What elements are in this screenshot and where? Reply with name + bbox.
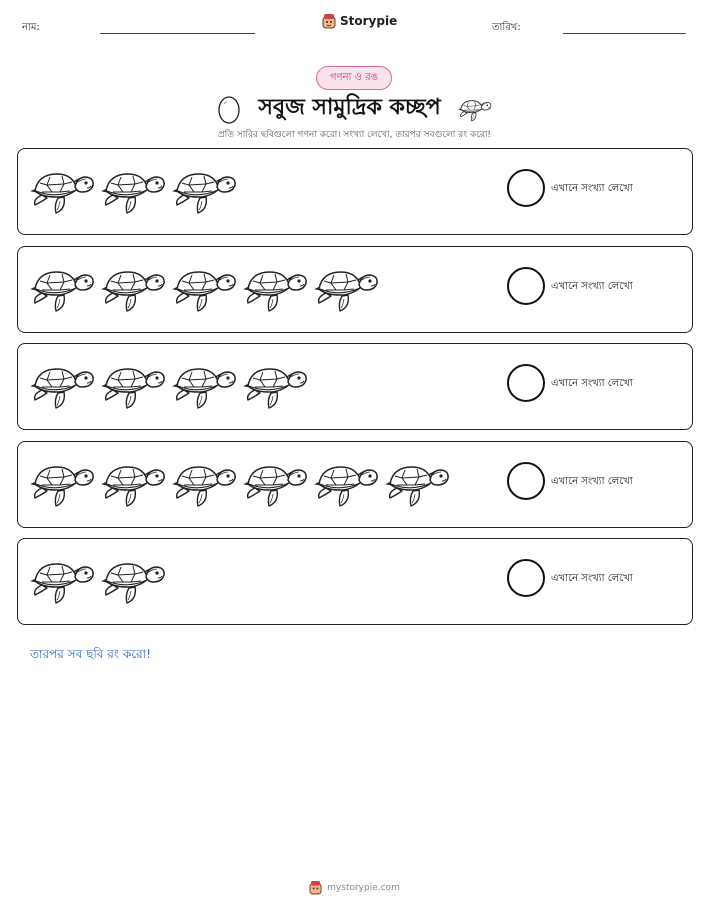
page-title: সবুজ সামুদ্রিক কচ্ছপ bbox=[258, 95, 441, 120]
turtle-icon bbox=[457, 96, 493, 122]
counting-row-5 bbox=[17, 538, 693, 625]
storypie-logo-icon bbox=[322, 13, 336, 29]
answer-circle[interactable] bbox=[507, 169, 545, 207]
footer bbox=[0, 880, 709, 895]
answer-circle[interactable] bbox=[507, 559, 545, 597]
brand-logo bbox=[322, 13, 397, 29]
counting-rows bbox=[17, 148, 693, 636]
answer-label: এখানে সংখ্যা লেখো bbox=[551, 183, 633, 194]
counting-row-3 bbox=[17, 343, 693, 430]
turtle-group bbox=[30, 263, 379, 313]
answer-label: এখানে সংখ্যা লেখো bbox=[551, 378, 633, 389]
footer-url[interactable]: mystorypie.com bbox=[327, 882, 400, 893]
turtle-icon bbox=[30, 263, 95, 313]
answer-label: এখানে সংখ্যা লেখো bbox=[551, 573, 633, 584]
turtle-icon bbox=[101, 555, 166, 605]
turtle-icon bbox=[314, 263, 379, 313]
turtle-icon bbox=[30, 555, 95, 605]
turtle-icon bbox=[101, 263, 166, 313]
turtle-icon bbox=[243, 458, 308, 508]
date-line[interactable] bbox=[563, 33, 686, 34]
answer-label: এখানে সংখ্যা লেখো bbox=[551, 475, 633, 487]
turtle-icon bbox=[172, 165, 237, 215]
turtle-icon bbox=[172, 360, 237, 410]
footer-note: তারপর সব ছবি রং করো! bbox=[30, 647, 151, 661]
turtle-group bbox=[30, 555, 166, 605]
turtle-icon bbox=[314, 458, 379, 508]
category-badge: গণনা ও রঙ bbox=[316, 66, 392, 90]
turtle-icon bbox=[243, 263, 308, 313]
turtle-group bbox=[30, 165, 237, 215]
answer-circle[interactable] bbox=[507, 267, 545, 305]
brand-name: Storypie bbox=[340, 14, 398, 28]
turtle-icon bbox=[101, 458, 166, 508]
counting-row-1 bbox=[17, 148, 693, 235]
name-label: নাম: bbox=[22, 22, 40, 33]
counting-row-2 bbox=[17, 246, 693, 333]
title-row bbox=[0, 90, 709, 127]
turtle-group bbox=[30, 458, 450, 508]
turtle-icon bbox=[30, 458, 95, 508]
turtle-icon bbox=[385, 458, 450, 508]
answer-label: এখানে সংখ্যা লেখো bbox=[551, 280, 633, 292]
turtle-group bbox=[30, 360, 308, 410]
turtle-icon bbox=[30, 360, 95, 410]
turtle-icon bbox=[101, 165, 166, 215]
counting-row-4 bbox=[17, 441, 693, 528]
turtle-icon bbox=[101, 360, 166, 410]
storypie-logo-icon bbox=[309, 880, 322, 895]
answer-circle[interactable] bbox=[507, 462, 545, 500]
date-label: তারিখ: bbox=[492, 22, 521, 33]
name-line[interactable] bbox=[100, 33, 255, 34]
turtle-icon bbox=[30, 165, 95, 215]
turtle-icon bbox=[243, 360, 308, 410]
turtle-icon bbox=[172, 458, 237, 508]
turtle-icon bbox=[172, 263, 237, 313]
egg-icon bbox=[216, 94, 242, 124]
answer-circle[interactable] bbox=[507, 364, 545, 402]
instructions: প্রতি সারির ছবিগুলো গণনা করো। সংখ্যা লেখো, তারপর সবগুলো রং করো! bbox=[217, 130, 492, 140]
